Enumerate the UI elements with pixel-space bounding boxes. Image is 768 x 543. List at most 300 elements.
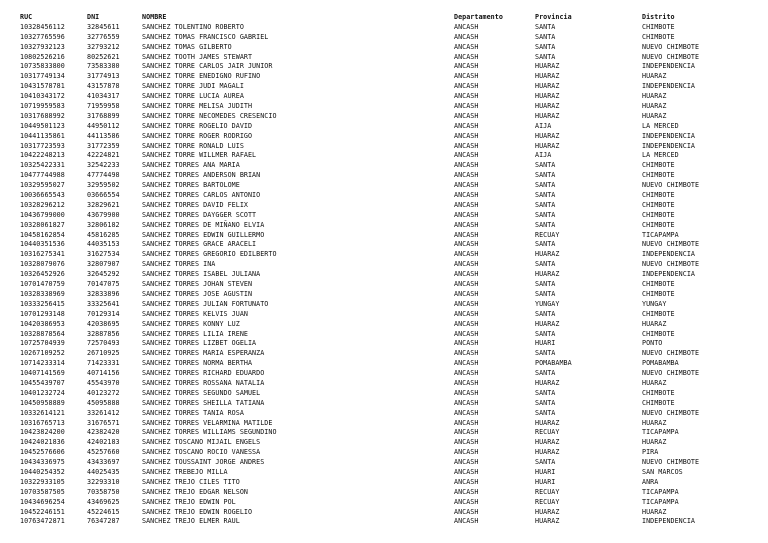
ruc-cell: 10328296212 [20, 200, 65, 209]
table-row [0, 438, 768, 448]
ruc-cell: 10434696254 [20, 497, 65, 506]
table-row [0, 369, 768, 379]
distrito-cell: HUARAZ [642, 111, 667, 120]
nombre-cell: SANCHEZ TOSCANO ROCIO VANESSA [142, 448, 261, 457]
distrito-cell: NUEVO CHIMBOTE [642, 349, 700, 358]
distrito-cell: CHIMBOTE [642, 388, 675, 397]
provincia-cell: SANTA [535, 181, 556, 190]
distrito-cell: CHIMBOTE [642, 210, 675, 219]
nombre-cell: SANCHEZ TREJO EDGAR NELSON [142, 487, 248, 496]
nombre-cell: SANCHEZ TOOTH JAMES STEWART [142, 52, 253, 61]
distrito-cell: ANRA [642, 477, 659, 486]
departamento-cell: ANCASH [454, 250, 479, 259]
dni-cell: 32806182 [87, 220, 120, 229]
provincia-cell: SANTA [535, 200, 556, 209]
table-row [0, 498, 768, 508]
ruc-cell: 10401232724 [20, 388, 65, 397]
provincia-cell: SANTA [535, 161, 556, 170]
dni-cell: 44035153 [87, 240, 120, 249]
provincia-cell: HUARAZ [535, 82, 560, 91]
dni-cell: 42038695 [87, 319, 120, 328]
provincia-cell: SANTA [535, 52, 556, 61]
distrito-cell: PONTO [642, 339, 663, 348]
departamento-cell: ANCASH [454, 467, 479, 476]
dni-cell: 45543970 [87, 378, 120, 387]
departamento-cell: ANCASH [454, 22, 479, 31]
distrito-cell: LA MERCED [642, 151, 679, 160]
departamento-cell: ANCASH [454, 260, 479, 269]
departamento-cell: ANCASH [454, 171, 479, 180]
table-row [0, 43, 768, 53]
provincia-cell: SANTA [535, 369, 556, 378]
distrito-cell: NUEVO CHIMBOTE [642, 52, 700, 61]
dni-cell: 03666554 [87, 191, 120, 200]
departamento-cell: ANCASH [454, 309, 479, 318]
dni-cell: 33261412 [87, 408, 120, 417]
departamento-cell: ANCASH [454, 181, 479, 190]
departamento-cell: ANCASH [454, 220, 479, 229]
provincia-cell: HUARAZ [535, 507, 560, 516]
dni-cell: 44950112 [87, 121, 120, 130]
distrito-cell: YUNGAY [642, 299, 667, 308]
nombre-cell: SANCHEZ TORRES WILLIAMS SEGUNDINO [142, 428, 277, 437]
table-row [0, 122, 768, 132]
departamento-cell: ANCASH [454, 458, 479, 467]
table-row [0, 300, 768, 310]
table-row [0, 92, 768, 102]
table-row [0, 171, 768, 181]
table-row [0, 231, 768, 241]
provincia-cell: SANTA [535, 309, 556, 318]
nombre-cell: SANCHEZ TORRES GREGORIO EDILBERTO [142, 250, 277, 259]
ruc-cell: 10316275341 [20, 250, 65, 259]
ruc-cell: 10036665543 [20, 191, 65, 200]
provincia-cell: SANTA [535, 22, 556, 31]
departamento-cell: ANCASH [454, 299, 479, 308]
dni-cell: 32887856 [87, 329, 120, 338]
table-row [0, 419, 768, 429]
header-ruc: RUC [20, 13, 33, 21]
dni-cell: 32833896 [87, 289, 120, 298]
table-row [0, 379, 768, 389]
table-row [0, 517, 768, 527]
dni-cell: 70129314 [87, 309, 120, 318]
dni-cell: 32829621 [87, 200, 120, 209]
nombre-cell: SANCHEZ TORRES ANDERSON BRIAN [142, 171, 261, 180]
provincia-cell: SANTA [535, 171, 556, 180]
nombre-cell: SANCHEZ TORRES SHEILLA TATIANA [142, 398, 265, 407]
nombre-cell: SANCHEZ TORRES DAVID FELIX [142, 200, 248, 209]
provincia-cell: HUARAZ [535, 111, 560, 120]
nombre-cell: SANCHEZ TORRE ROGELIO DAVID [142, 121, 253, 130]
provincia-cell: RECUAY [535, 497, 560, 506]
dni-cell: 31774913 [87, 72, 120, 81]
table-row [0, 409, 768, 419]
dni-cell: 43469625 [87, 497, 120, 506]
departamento-cell: ANCASH [454, 418, 479, 427]
nombre-cell: SANCHEZ TORRE RONALD LUIS [142, 141, 244, 150]
departamento-cell: ANCASH [454, 82, 479, 91]
nombre-cell: SANCHEZ TORRE JUDI MAGALI [142, 82, 244, 91]
distrito-cell: INDEPENDENCIA [642, 270, 695, 279]
distrito-cell: HUARAZ [642, 378, 667, 387]
provincia-cell: RECUAY [535, 428, 560, 437]
distrito-cell: NUEVO CHIMBOTE [642, 240, 700, 249]
header-provincia: Provincia [535, 13, 572, 21]
nombre-cell: SANCHEZ TORRES KELVIS JUAN [142, 309, 248, 318]
provincia-cell: AIJA [535, 121, 552, 130]
departamento-cell: ANCASH [454, 111, 479, 120]
distrito-cell: NUEVO CHIMBOTE [642, 260, 700, 269]
departamento-cell: ANCASH [454, 240, 479, 249]
dni-cell: 45224615 [87, 507, 120, 516]
nombre-cell: SANCHEZ TORRES NORMA BERTHA [142, 359, 253, 368]
nombre-cell: SANCHEZ TORRES TANIA ROSA [142, 408, 244, 417]
table-row [0, 112, 768, 122]
departamento-cell: ANCASH [454, 428, 479, 437]
departamento-cell: ANCASH [454, 388, 479, 397]
nombre-cell: SANCHEZ TOLENTINO ROBERTO [142, 22, 244, 31]
nombre-cell: SANCHEZ TORRE NECOMEDES CRESENCIO [142, 111, 277, 120]
departamento-cell: ANCASH [454, 378, 479, 387]
header-nombre: NOMBRE [142, 13, 167, 21]
ruc-cell: 10328061827 [20, 220, 65, 229]
distrito-cell: HUARAZ [642, 418, 667, 427]
departamento-cell: ANCASH [454, 230, 479, 239]
table-row [0, 488, 768, 498]
nombre-cell: SANCHEZ TORRES DE MIÑANO ELVIA [142, 220, 265, 229]
distrito-cell: CHIMBOTE [642, 22, 675, 31]
ruc-cell: 10333256415 [20, 299, 65, 308]
nombre-cell: SANCHEZ TREBEJO MILLA [142, 467, 228, 476]
nombre-cell: SANCHEZ TORRES ROSSANA NATALIA [142, 378, 265, 387]
distrito-cell: TICAPAMPA [642, 487, 679, 496]
table-row [0, 82, 768, 92]
ruc-cell: 10329595027 [20, 181, 65, 190]
provincia-cell: HUARAZ [535, 448, 560, 457]
nombre-cell: SANCHEZ TOMAS GILBERTO [142, 42, 232, 51]
nombre-cell: SANCHEZ TORRES JOHAN STEVEN [142, 280, 253, 289]
ruc-cell: 10407141569 [20, 369, 65, 378]
header-dni: DNI [87, 13, 100, 21]
departamento-cell: ANCASH [454, 408, 479, 417]
distrito-cell: NUEVO CHIMBOTE [642, 181, 700, 190]
ruc-cell: 10332614121 [20, 408, 65, 417]
distrito-cell: CHIMBOTE [642, 32, 675, 41]
ruc-cell: 10452246151 [20, 507, 65, 516]
departamento-cell: ANCASH [454, 62, 479, 71]
table-row [0, 458, 768, 468]
distrito-cell: HUARAZ [642, 507, 667, 516]
nombre-cell: SANCHEZ TREJO ELMER RAUL [142, 517, 240, 526]
nombre-cell: SANCHEZ TORRE ROGER RODRIGO [142, 131, 253, 140]
dni-cell: 72570493 [87, 339, 120, 348]
table-row [0, 448, 768, 458]
ruc-cell: 10267109252 [20, 349, 65, 358]
departamento-cell: ANCASH [454, 270, 479, 279]
departamento-cell: ANCASH [454, 359, 479, 368]
provincia-cell: HUARAZ [535, 92, 560, 101]
provincia-cell: HUARAZ [535, 141, 560, 150]
ruc-cell: 10328456112 [20, 22, 65, 31]
nombre-cell: SANCHEZ TORRES LIZBET OGELIA [142, 339, 257, 348]
departamento-cell: ANCASH [454, 339, 479, 348]
table-row [0, 359, 768, 369]
nombre-cell: SANCHEZ TORRES KONNY LUZ [142, 319, 240, 328]
distrito-cell: CHIMBOTE [642, 220, 675, 229]
dni-cell: 80252621 [87, 52, 120, 61]
provincia-cell: SANTA [535, 240, 556, 249]
distrito-cell: TICAPAMPA [642, 497, 679, 506]
ruc-cell: 10316765713 [20, 418, 65, 427]
distrito-cell: CHIMBOTE [642, 329, 675, 338]
provincia-cell: HUARAZ [535, 102, 560, 111]
provincia-cell: SANTA [535, 349, 556, 358]
table-row [0, 349, 768, 359]
dni-cell: 40714156 [87, 369, 120, 378]
dni-cell: 32793212 [87, 42, 120, 51]
ruc-cell: 10328079076 [20, 260, 65, 269]
nombre-cell: SANCHEZ TORRES ISABEL JULIANA [142, 270, 261, 279]
distrito-cell: INDEPENDENCIA [642, 250, 695, 259]
provincia-cell: SANTA [535, 408, 556, 417]
ruc-cell: 10802526216 [20, 52, 65, 61]
departamento-cell: ANCASH [454, 102, 479, 111]
dni-cell: 71959958 [87, 102, 120, 111]
ruc-cell: 10422248213 [20, 151, 65, 160]
distrito-cell: TICAPAMPA [642, 428, 679, 437]
nombre-cell: SANCHEZ TORRES MARIA ESPERANZA [142, 349, 265, 358]
distrito-cell: NUEVO CHIMBOTE [642, 369, 700, 378]
departamento-cell: ANCASH [454, 398, 479, 407]
dni-cell: 43679900 [87, 210, 120, 219]
table-row [0, 468, 768, 478]
table-row [0, 72, 768, 82]
ruc-cell: 10431578781 [20, 82, 65, 91]
table-row [0, 240, 768, 250]
provincia-cell: SANTA [535, 398, 556, 407]
distrito-cell: CHIMBOTE [642, 161, 675, 170]
ruc-cell: 10317688992 [20, 111, 65, 120]
dni-cell: 32807907 [87, 260, 120, 269]
dni-cell: 42224821 [87, 151, 120, 160]
departamento-cell: ANCASH [454, 507, 479, 516]
provincia-cell: HUARI [535, 477, 556, 486]
ruc-cell: 10725704939 [20, 339, 65, 348]
ruc-cell: 10325422331 [20, 161, 65, 170]
ruc-cell: 10424021836 [20, 438, 65, 447]
dni-cell: 43433697 [87, 458, 120, 467]
nombre-cell: SANCHEZ TORRE LUCIA AUREA [142, 92, 244, 101]
ruc-cell: 10450958889 [20, 398, 65, 407]
distrito-cell: INDEPENDENCIA [642, 82, 695, 91]
provincia-cell: HUARAZ [535, 378, 560, 387]
header-departamento: Departamento [454, 13, 503, 21]
ruc-cell: 10420386953 [20, 319, 65, 328]
departamento-cell: ANCASH [454, 191, 479, 200]
ruc-cell: 10410343172 [20, 92, 65, 101]
distrito-cell: NUEVO CHIMBOTE [642, 458, 700, 467]
ruc-cell: 10449501123 [20, 121, 65, 130]
provincia-cell: YUNGAY [535, 299, 560, 308]
distrito-cell: CHIMBOTE [642, 191, 675, 200]
nombre-cell: SANCHEZ TORRE ENEDIGNO RUFINO [142, 72, 261, 81]
provincia-cell: HUARAZ [535, 270, 560, 279]
dni-cell: 43157878 [87, 82, 120, 91]
table-row [0, 132, 768, 142]
table-row [0, 33, 768, 43]
dni-cell: 31627534 [87, 250, 120, 259]
distrito-cell: TICAPAMPA [642, 230, 679, 239]
dni-cell: 44025435 [87, 467, 120, 476]
nombre-cell: SANCHEZ TOUSSAINT JORGE ANDRES [142, 458, 265, 467]
departamento-cell: ANCASH [454, 319, 479, 328]
distrito-cell: INDEPENDENCIA [642, 141, 695, 150]
departamento-cell: ANCASH [454, 210, 479, 219]
departamento-cell: ANCASH [454, 141, 479, 150]
dni-cell: 76347287 [87, 517, 120, 526]
dni-cell: 70358750 [87, 487, 120, 496]
departamento-cell: ANCASH [454, 131, 479, 140]
dni-cell: 73583380 [87, 62, 120, 71]
nombre-cell: SANCHEZ TORRES SEGUNDO SAMUEL [142, 388, 261, 397]
table-row [0, 142, 768, 152]
ruc-cell: 10322933105 [20, 477, 65, 486]
dni-cell: 32959502 [87, 181, 120, 190]
nombre-cell: SANCHEZ TORRE WILLMER RAFAEL [142, 151, 257, 160]
dni-cell: 42402183 [87, 438, 120, 447]
distrito-cell: CHIMBOTE [642, 171, 675, 180]
table-body [0, 23, 768, 527]
distrito-cell: HUARAZ [642, 438, 667, 447]
ruc-cell: 10452576606 [20, 448, 65, 457]
ruc-cell: 10317749134 [20, 72, 65, 81]
departamento-cell: ANCASH [454, 477, 479, 486]
table-row [0, 428, 768, 438]
provincia-cell: HUARAZ [535, 250, 560, 259]
nombre-cell: SANCHEZ TORRES GRACE ARACELI [142, 240, 257, 249]
nombre-cell: SANCHEZ TORRES RICHARD EDUARDO [142, 369, 265, 378]
dni-cell: 44113586 [87, 131, 120, 140]
distrito-cell: HUARAZ [642, 92, 667, 101]
dni-cell: 45095888 [87, 398, 120, 407]
provincia-cell: POMABAMBA [535, 359, 572, 368]
dni-cell: 26710925 [87, 349, 120, 358]
ruc-cell: 10714233314 [20, 359, 65, 368]
dni-cell: 33325641 [87, 299, 120, 308]
departamento-cell: ANCASH [454, 448, 479, 457]
distrito-cell: HUARAZ [642, 102, 667, 111]
nombre-cell: SANCHEZ TORRES DAYGGER SCOTT [142, 210, 257, 219]
distrito-cell: NUEVO CHIMBOTE [642, 408, 700, 417]
departamento-cell: ANCASH [454, 200, 479, 209]
table-header [0, 13, 768, 23]
provincia-cell: SANTA [535, 289, 556, 298]
distrito-cell: SAN MARCOS [642, 467, 683, 476]
nombre-cell: SANCHEZ TREJO EDWIN ROGELIO [142, 507, 253, 516]
table-row [0, 102, 768, 112]
departamento-cell: ANCASH [454, 121, 479, 130]
table-row [0, 181, 768, 191]
table-row [0, 161, 768, 171]
table-row [0, 260, 768, 270]
nombre-cell: SANCHEZ TORRES JULIAN FORTUNATO [142, 299, 269, 308]
table-row [0, 330, 768, 340]
provincia-cell: SANTA [535, 220, 556, 229]
departamento-cell: ANCASH [454, 32, 479, 41]
ruc-cell: 10701470759 [20, 280, 65, 289]
nombre-cell: SANCHEZ TORRES EDWIN GUILLERMO [142, 230, 265, 239]
ruc-cell: 10701293148 [20, 309, 65, 318]
table-row [0, 250, 768, 260]
table-row [0, 310, 768, 320]
ruc-cell: 10326452926 [20, 270, 65, 279]
provincia-cell: HUARI [535, 467, 556, 476]
provincia-cell: RECUAY [535, 487, 560, 496]
distrito-cell: HUARAZ [642, 72, 667, 81]
table-row [0, 389, 768, 399]
table-row [0, 151, 768, 161]
provincia-cell: HUARAZ [535, 131, 560, 140]
table-row [0, 221, 768, 231]
dni-cell: 31768899 [87, 111, 120, 120]
nombre-cell: SANCHEZ TORRES LILIA IRENE [142, 329, 248, 338]
dni-cell: 71423331 [87, 359, 120, 368]
taxpayer-table [0, 13, 768, 527]
dni-cell: 32542233 [87, 161, 120, 170]
table-row [0, 399, 768, 409]
table-row [0, 62, 768, 72]
ruc-cell: 10735833800 [20, 62, 65, 71]
nombre-cell: SANCHEZ TOMAS FRANCISCO GABRIEL [142, 32, 269, 41]
distrito-cell: NUEVO CHIMBOTE [642, 42, 700, 51]
table-row [0, 23, 768, 33]
ruc-cell: 10455439707 [20, 378, 65, 387]
nombre-cell: SANCHEZ TORRE CARLOS JAIR JUNIOR [142, 62, 273, 71]
table-row [0, 290, 768, 300]
distrito-cell: CHIMBOTE [642, 280, 675, 289]
header-distrito: Distrito [642, 13, 675, 21]
departamento-cell: ANCASH [454, 72, 479, 81]
departamento-cell: ANCASH [454, 92, 479, 101]
nombre-cell: SANCHEZ TORRES ANA MARIA [142, 161, 240, 170]
departamento-cell: ANCASH [454, 52, 479, 61]
distrito-cell: CHIMBOTE [642, 398, 675, 407]
provincia-cell: HUARI [535, 339, 556, 348]
nombre-cell: SANCHEZ TORRES CARLOS ANTONIO [142, 191, 261, 200]
dni-cell: 41034317 [87, 92, 120, 101]
distrito-cell: HUARAZ [642, 319, 667, 328]
departamento-cell: ANCASH [454, 487, 479, 496]
table-row [0, 53, 768, 63]
provincia-cell: HUARAZ [535, 438, 560, 447]
dni-cell: 31676571 [87, 418, 120, 427]
ruc-cell: 10441135861 [20, 131, 65, 140]
departamento-cell: ANCASH [454, 151, 479, 160]
dni-cell: 31772359 [87, 141, 120, 150]
departamento-cell: ANCASH [454, 497, 479, 506]
departamento-cell: ANCASH [454, 438, 479, 447]
provincia-cell: HUARAZ [535, 319, 560, 328]
dni-cell: 47774498 [87, 171, 120, 180]
distrito-cell: CHIMBOTE [642, 289, 675, 298]
provincia-cell: HUARAZ [535, 72, 560, 81]
ruc-cell: 10327765596 [20, 32, 65, 41]
table-row [0, 211, 768, 221]
ruc-cell: 10719959583 [20, 102, 65, 111]
ruc-cell: 10477744988 [20, 171, 65, 180]
ruc-cell: 10328878564 [20, 329, 65, 338]
